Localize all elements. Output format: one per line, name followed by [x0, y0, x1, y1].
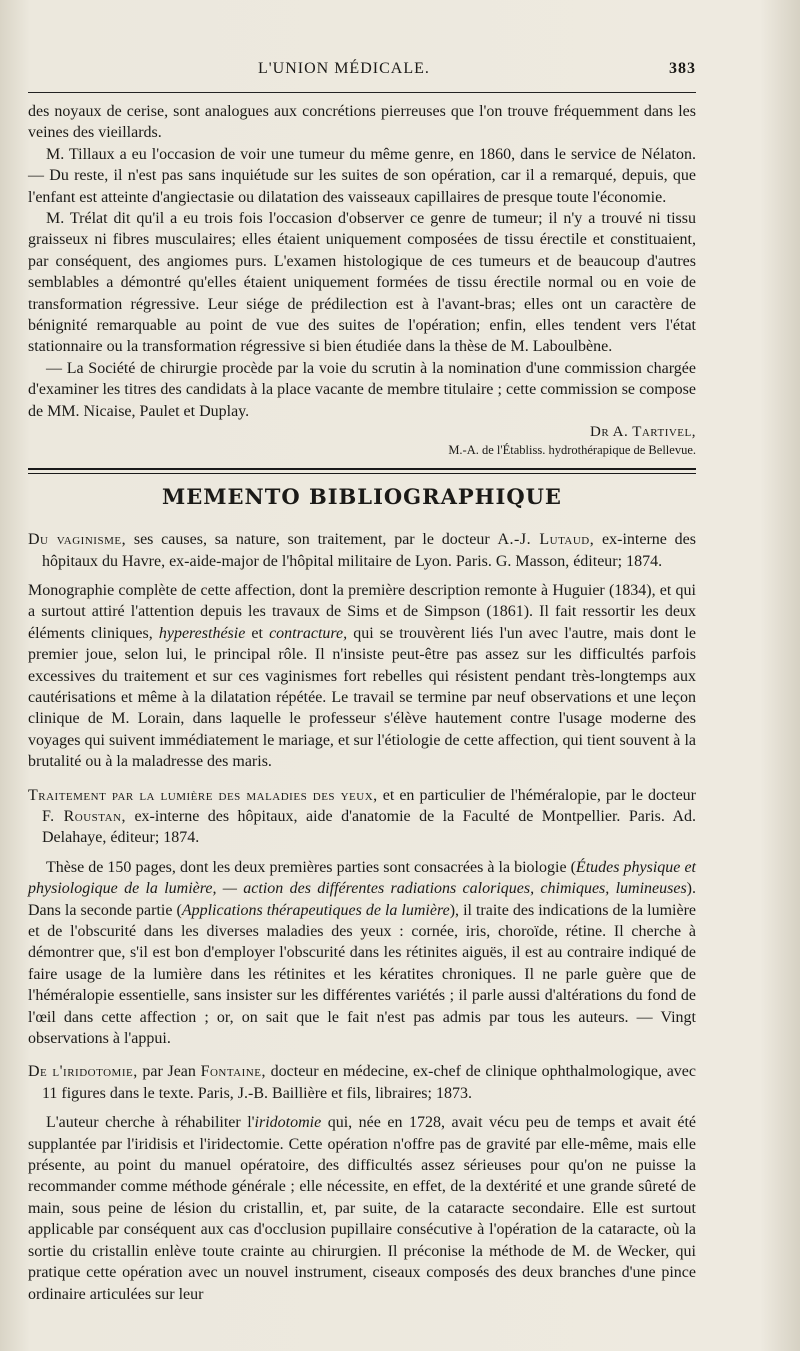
- journal-title: L'UNION MÉDICALE.: [258, 60, 430, 77]
- entry-reference: ses causes, sa nature, son traitement, par le docteur: [126, 531, 498, 549]
- author-signature: Dr A. Tartivel,: [590, 424, 696, 441]
- entry-reference: par Jean: [137, 1063, 201, 1081]
- header-rule: [28, 92, 696, 93]
- entry-reference-cont: docteur en médecine, ex-chef de clinique ophthalmologique, avec 11 figures dans le texte. Paris, J.-B. Baillière et fils, libraires; 1873.: [42, 1063, 696, 1102]
- paragraph-societe: — La Société de chirurgie procède par la voie du scrutin à la nomination d'une commission chargée d'examiner les titres des candidats à la place vacante de membre titulaire ; cette commission se compose de MM. Nicaise, Paulet et Duplay.: [28, 359, 696, 420]
- section-divider: [28, 468, 696, 474]
- entry-author: Fontaine,: [200, 1063, 266, 1081]
- review-text: ). Dans la seconde partie (: [28, 880, 696, 919]
- entry-reference-cont: ex-interne des hôpitaux du Havre, ex-aide-major de l'hôpital militaire de Lyon. Paris. G. Masson, éditeur; 1874.: [42, 531, 696, 570]
- review-text: et: [245, 624, 270, 642]
- paragraph-continuation: des noyaux de cerise, sont analogues aux concrétions pierreuses que l'on trouve fréquemment dans les veines des vieillards.: [28, 103, 696, 142]
- entry-review: [28, 857, 696, 1050]
- review-text: Thèse de 150 pages, dont les deux premières parties sont consacrées à la biologie (: [46, 858, 576, 876]
- author-affiliation: M.-A. de l'Établiss. hydrothérapique de Bellevue.: [448, 443, 696, 458]
- review-emphasis: Applications thérapeutiques de la lumière: [181, 901, 450, 919]
- entry-title: Du vaginisme,: [28, 531, 127, 549]
- entry-title: De l'iridotomie,: [28, 1063, 138, 1081]
- review-emphasis: iridotomie: [254, 1114, 322, 1132]
- review-text: qui, née en 1728, avait vécu peu de temps et avait été supplantée par l'iridisis et l'iridectomie. Cette opération n'offre pas de gravité par elle-même, mais elle présente, au point du manuel opératoire, des difficultés assez sérieuses pour qu'on ne puisse la recommander comme méthode générale ; elle nécessite, en effet, de la dextérité et une grande sûreté de main, sous peine de lésion du cristallin, et, par suite, de la cataracte secondaire. Elle est surtout applicable par conséquent aux cas d'occlusion pupillaire consécutive à l'opération de la cataracte, où la sortie du cristallin enlève toute crainte au chirurgien. Il préconise la méthode de M. de Wecker, qui pratique cette opération avec un nouvel instrument, ciseaux composés des deux branches d'une pince ordinaire articulées sur leur: [28, 1114, 696, 1303]
- bibliography-entry: [28, 529, 696, 572]
- bibliography-entry: [28, 1061, 696, 1104]
- paragraph-trelat: M. Trélat dit qu'il a eu trois fois l'occasion d'observer ce genre de tumeur; il n'y a trouvé ni tissu graisseux ni fibres musculaires; elles étaient uniquement composées de tissu érectile et constituaient, par conséquent, des angiomes purs. L'examen histologique de ces tumeurs et de beaucoup d'autres semblables a démontré qu'elles étaient uniquement formées de tissu érectile normal ou en voie de transformation régressive. Leur siége de prédilection est à l'avant-bras; elles ont un caractère de bénignité remarquable au point de vue des suites de l'opération; enfin, elles tendent vers l'état stationnaire ou la transformation régressive si bien étudiée dans la thèse de M. Laboulbène.: [28, 210, 696, 356]
- entry-author: A.-J. Lutaud,: [497, 531, 595, 549]
- review-text: L'auteur cherche à réhabiliter l': [46, 1114, 255, 1132]
- entry-reference: et en particulier de l'héméralopie, par le docteur: [377, 786, 697, 804]
- entry-review: [28, 580, 696, 773]
- bibliography-entry: [28, 785, 696, 849]
- review-emphasis: hyperesthésie: [158, 624, 246, 642]
- review-emphasis: contracture,: [269, 624, 348, 642]
- entry-review: [28, 1112, 696, 1305]
- section-title: MEMENTO BIBLIOGRAPHIQUE: [162, 484, 562, 510]
- review-emphasis: Études physique et physiologique de la lumière, — action des différentes radiations caloriques, chimiques, lumineuses: [28, 858, 696, 898]
- review-text: qui se trouvèrent liés l'un avec l'autre, mais dont le premier joue, selon lui, le principal rôle. Il n'insiste peut-être pas assez sur les difficultés parfois excessives du traitement et sur ces vaginismes fort rebelles qui résistent pendant très-longtemps aux cautérisations et même à la dilatation répétée. Le travail se termine par neuf observations et une leçon clinique de M. Lorain, dans laquelle le professeur s'élève hautement contre l'usage moderne des voyages qui suivent immédiatement le mariage, et sur l'étiologie de cette affection, qui tient souvent à la brutalité ou à la maladresse des maris.: [28, 624, 697, 771]
- entry-reference-cont: ex-interne des hôpitaux, aide d'anatomie de la Faculté de Montpellier. Paris. Ad. Delahaye, éditeur; 1874.: [42, 807, 696, 847]
- entry-author: F. Roustan,: [42, 807, 126, 825]
- paragraph-tillaux: M. Tillaux a eu l'occasion de voir une tumeur du même genre, en 1860, dans le service de Nélaton. — Du reste, il n'est pas sans inquiétude sur les suites de son opération, car il a remarqué, depuis, que l'enfant est atteinte d'angiectasie ou dilatation des vaisseaux capillaires de presque toute l'économie.: [28, 145, 696, 206]
- entry-title: Traitement par la lumière des maladies des yeux,: [28, 786, 378, 804]
- review-text: Monographie complète de cette affection, dont la première description remonte à Huguier (1834), et qui a surtout attiré l'attention depuis les travaux de Sims et de Simpson (1861). Il fait ressortir les deux éléments cliniques,: [28, 581, 696, 642]
- review-text: ), il traite des indications de la lumière et de l'obscurité dans les diverses maladies des yeux : cornée, iris, choroïde, rétine. Il cherche à démontrer que, s'il est bon d'employer l'obscurité dans les rétinites aiguës, il est au contraire indiqué de faire usage de la lumière dans les rétinites et les kératites chroniques. Il ne parle guère que de l'héméralopie essentielle, sans insister sur les différentes variétés ; il parle aussi d'altérations du fond de l'œil dans cette affection ; or, on sait que le fait n'est pas admis par tous les auteurs. — Vingt observations à l'appui.: [28, 901, 697, 1048]
- running-header: [28, 60, 696, 86]
- page-number: 383: [669, 60, 696, 77]
